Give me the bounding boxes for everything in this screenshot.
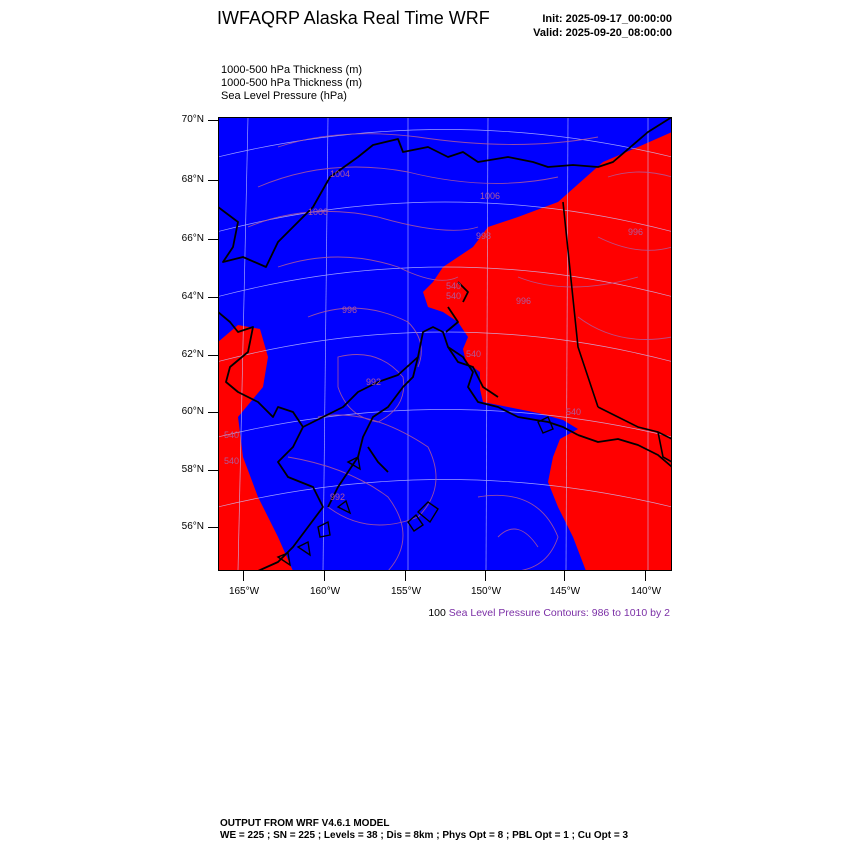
field-label-thickness-2: 1000-500 hPa Thickness (m) xyxy=(221,77,363,89)
contour-label: 540 xyxy=(446,281,462,291)
lon-label: 150°W xyxy=(470,586,502,597)
contour-label: 996 xyxy=(516,296,532,306)
contour-label: 1000 xyxy=(308,207,329,217)
lat-label: 56°N xyxy=(181,521,204,532)
contour-label: 540 xyxy=(466,349,482,359)
lon-tick xyxy=(564,571,565,581)
lat-tick xyxy=(208,120,218,121)
model-info: OUTPUT FROM WRF V4.6.1 MODEL xyxy=(220,818,390,829)
contour-label: 1004 xyxy=(330,169,351,179)
lat-tick xyxy=(208,527,218,528)
legend-prefix: 100 xyxy=(428,607,446,619)
lat-tick xyxy=(208,239,218,240)
lat-tick xyxy=(208,412,218,413)
lat-label: 58°N xyxy=(181,464,204,475)
field-label-slp: Sea Level Pressure (hPa) xyxy=(221,90,347,102)
lat-label: 62°N xyxy=(181,349,204,360)
lat-label: 66°N xyxy=(181,233,204,244)
lat-label: 60°N xyxy=(181,406,204,417)
lon-tick xyxy=(324,571,325,581)
contour-label: 1006 xyxy=(480,191,501,201)
lon-tick xyxy=(645,571,646,581)
lat-tick xyxy=(208,297,218,298)
contour-label: 992 xyxy=(330,492,346,502)
model-config: WE = 225 ; SN = 225 ; Levels = 38 ; Dis = 8km ; Phys Opt = 8 ; PBL Opt = 1 ; Cu Opt = 3 xyxy=(220,830,629,841)
field-label-thickness-1: 1000-500 hPa Thickness (m) xyxy=(221,64,363,76)
lon-label: 165°W xyxy=(228,586,260,597)
contour-legend xyxy=(428,607,670,619)
lon-tick xyxy=(485,571,486,581)
lat-tick xyxy=(208,470,218,471)
contour-label: 992 xyxy=(366,377,382,387)
lon-label: 140°W xyxy=(630,586,662,597)
contour-label: 540 xyxy=(446,291,462,301)
contour-label: 996 xyxy=(628,227,644,237)
lat-tick xyxy=(208,355,218,356)
contour-label: 996 xyxy=(342,305,358,315)
lat-tick xyxy=(208,180,218,181)
lon-tick xyxy=(405,571,406,581)
contour-label: 540 xyxy=(566,407,582,417)
init-time: Init: 2025-09-17_00:00:00 xyxy=(542,13,672,25)
valid-time: Valid: 2025-09-20_08:00:00 xyxy=(533,27,672,39)
contour-label: 540 xyxy=(224,430,240,440)
map-panel xyxy=(218,117,672,571)
lat-label: 64°N xyxy=(181,291,204,302)
lon-label: 145°W xyxy=(549,586,581,597)
legend-text: Sea Level Pressure Contours: 986 to 1010 by 2 xyxy=(448,607,670,619)
contour-label: 540 xyxy=(224,456,240,466)
contour-label: 998 xyxy=(476,231,492,241)
lat-label: 68°N xyxy=(181,174,204,185)
lon-tick xyxy=(243,571,244,581)
plot-title: IWFAQRP Alaska Real Time WRF xyxy=(217,8,490,28)
lon-label: 160°W xyxy=(309,586,341,597)
lat-label: 70°N xyxy=(181,114,204,125)
lon-label: 155°W xyxy=(390,586,422,597)
